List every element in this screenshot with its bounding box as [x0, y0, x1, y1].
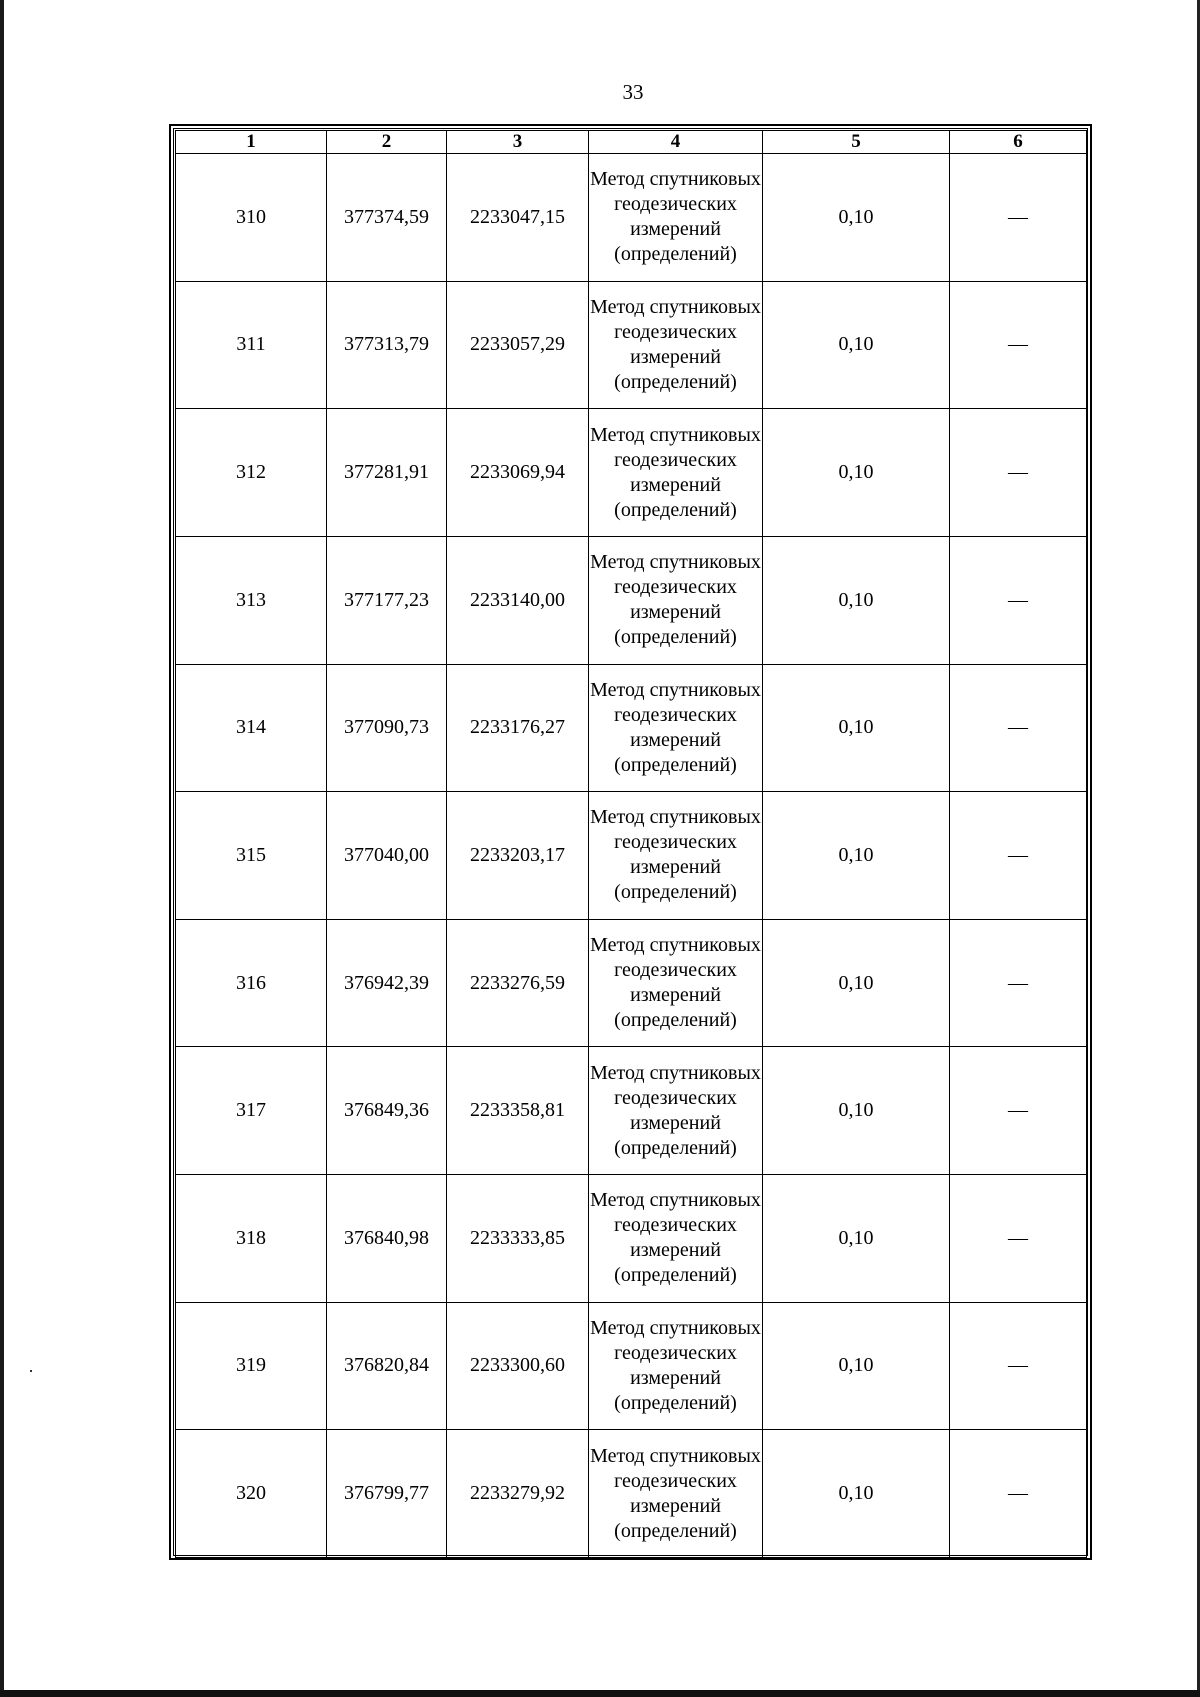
y-coordinate-cell: 2233279,92 — [447, 1430, 589, 1558]
x-coordinate-cell: 377177,23 — [327, 536, 447, 664]
accuracy-cell: 0,10 — [763, 1430, 950, 1558]
x-coordinate-cell: 377090,73 — [327, 664, 447, 792]
note-cell: — — [950, 409, 1087, 537]
method-cell: Метод спутниковых геодезических измерений (определений) — [589, 1175, 763, 1303]
y-coordinate-cell: 2233276,59 — [447, 919, 589, 1047]
header-col-5: 5 — [763, 131, 950, 154]
point-number-cell: 311 — [176, 281, 327, 409]
table-row — [176, 409, 1087, 537]
table-header-row — [176, 131, 1087, 154]
header-col-6: 6 — [950, 131, 1087, 154]
header-col-2: 2 — [327, 131, 447, 154]
x-coordinate-cell: 376840,98 — [327, 1175, 447, 1303]
point-number-cell: 319 — [176, 1302, 327, 1430]
table-row — [176, 792, 1087, 920]
table-row — [176, 1302, 1087, 1430]
method-cell: Метод спутниковых геодезических измерений (определений) — [589, 792, 763, 920]
accuracy-cell: 0,10 — [763, 1175, 950, 1303]
x-coordinate-cell: 376849,36 — [327, 1047, 447, 1175]
scan-speck — [30, 1370, 32, 1372]
coordinates-table — [175, 130, 1087, 1558]
point-number-cell: 315 — [176, 792, 327, 920]
note-cell: — — [950, 919, 1087, 1047]
y-coordinate-cell: 2233300,60 — [447, 1302, 589, 1430]
x-coordinate-cell: 376942,39 — [327, 919, 447, 1047]
table-row — [176, 1047, 1087, 1175]
coordinates-table-frame — [169, 124, 1092, 1560]
point-number-cell: 310 — [176, 154, 327, 282]
accuracy-cell: 0,10 — [763, 1047, 950, 1175]
method-cell: Метод спутниковых геодезических измерений (определений) — [589, 1047, 763, 1175]
method-cell: Метод спутниковых геодезических измерений (определений) — [589, 409, 763, 537]
y-coordinate-cell: 2233140,00 — [447, 536, 589, 664]
point-number-cell: 314 — [176, 664, 327, 792]
note-cell: — — [950, 1302, 1087, 1430]
method-cell: Метод спутниковых геодезических измерений (определений) — [589, 536, 763, 664]
point-number-cell: 320 — [176, 1430, 327, 1558]
note-cell: — — [950, 1430, 1087, 1558]
scan-border-left — [0, 0, 4, 1697]
y-coordinate-cell: 2233047,15 — [447, 154, 589, 282]
accuracy-cell: 0,10 — [763, 664, 950, 792]
table-row — [176, 664, 1087, 792]
accuracy-cell: 0,10 — [763, 1302, 950, 1430]
point-number-cell: 317 — [176, 1047, 327, 1175]
header-col-4: 4 — [589, 131, 763, 154]
method-cell: Метод спутниковых геодезических измерений (определений) — [589, 154, 763, 282]
accuracy-cell: 0,10 — [763, 792, 950, 920]
table-row — [176, 1175, 1087, 1303]
scan-border-bottom — [0, 1690, 1200, 1697]
header-col-3: 3 — [447, 131, 589, 154]
x-coordinate-cell: 377374,59 — [327, 154, 447, 282]
note-cell: — — [950, 281, 1087, 409]
table-row — [176, 536, 1087, 664]
note-cell: — — [950, 792, 1087, 920]
table-row — [176, 919, 1087, 1047]
method-cell: Метод спутниковых геодезических измерений (определений) — [589, 664, 763, 792]
method-cell: Метод спутниковых геодезических измерений (определений) — [589, 1302, 763, 1430]
page-number: 33 — [622, 80, 644, 104]
point-number-cell: 318 — [176, 1175, 327, 1303]
note-cell: — — [950, 1047, 1087, 1175]
x-coordinate-cell: 376820,84 — [327, 1302, 447, 1430]
y-coordinate-cell: 2233203,17 — [447, 792, 589, 920]
point-number-cell: 313 — [176, 536, 327, 664]
method-cell: Метод спутниковых геодезических измерений (определений) — [589, 919, 763, 1047]
accuracy-cell: 0,10 — [763, 919, 950, 1047]
x-coordinate-cell: 377281,91 — [327, 409, 447, 537]
header-col-1: 1 — [176, 131, 327, 154]
note-cell: — — [950, 664, 1087, 792]
point-number-cell: 316 — [176, 919, 327, 1047]
y-coordinate-cell: 2233358,81 — [447, 1047, 589, 1175]
x-coordinate-cell: 376799,77 — [327, 1430, 447, 1558]
method-cell: Метод спутниковых геодезических измерений (определений) — [589, 1430, 763, 1558]
point-number-cell: 312 — [176, 409, 327, 537]
y-coordinate-cell: 2233069,94 — [447, 409, 589, 537]
accuracy-cell: 0,10 — [763, 409, 950, 537]
table-row — [176, 1430, 1087, 1558]
accuracy-cell: 0,10 — [763, 281, 950, 409]
x-coordinate-cell: 377040,00 — [327, 792, 447, 920]
note-cell: — — [950, 1175, 1087, 1303]
table-row — [176, 281, 1087, 409]
x-coordinate-cell: 377313,79 — [327, 281, 447, 409]
y-coordinate-cell: 2233176,27 — [447, 664, 589, 792]
note-cell: — — [950, 536, 1087, 664]
accuracy-cell: 0,10 — [763, 154, 950, 282]
y-coordinate-cell: 2233333,85 — [447, 1175, 589, 1303]
y-coordinate-cell: 2233057,29 — [447, 281, 589, 409]
table-row — [176, 154, 1087, 282]
note-cell: — — [950, 154, 1087, 282]
accuracy-cell: 0,10 — [763, 536, 950, 664]
method-cell: Метод спутниковых геодезических измерений (определений) — [589, 281, 763, 409]
